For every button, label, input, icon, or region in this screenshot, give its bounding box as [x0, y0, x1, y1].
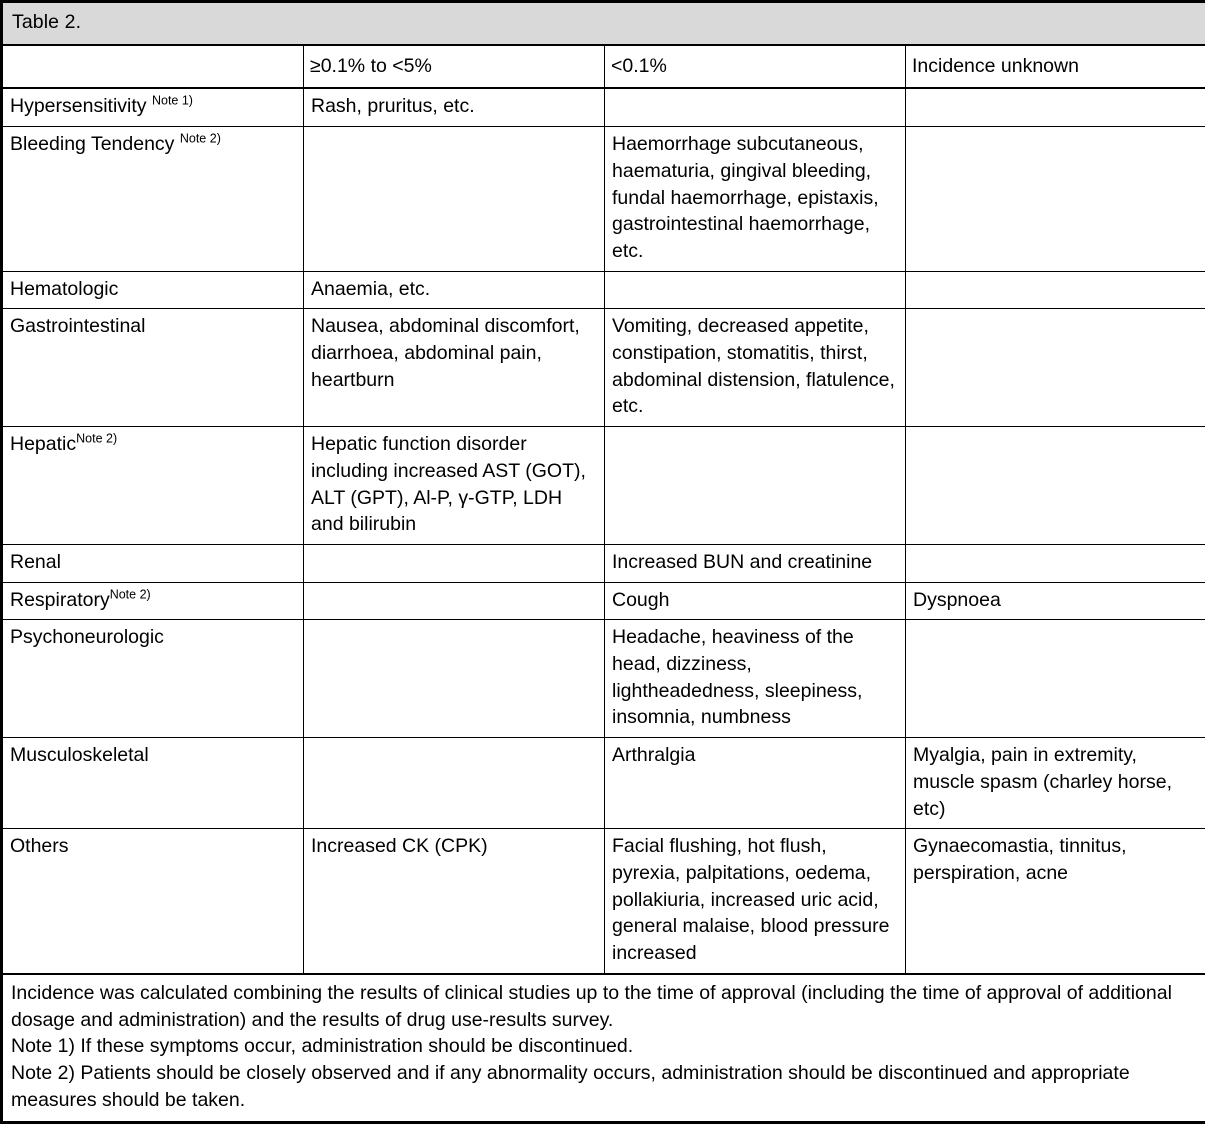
row-cell-2 [605, 88, 906, 126]
row-cell-2: Cough [605, 582, 906, 620]
table-title: Table 2. [2, 2, 1205, 45]
row-cell-3 [906, 271, 1205, 309]
row-cell-3 [906, 620, 1205, 738]
row-category-label: Renal [10, 550, 61, 573]
row-cell-3: Gynaecomastia, tinnitus, perspiration, acne [906, 829, 1205, 974]
row-cell-2: Vomiting, decreased appetite, constipation, stomatitis, thirst, abdominal distension, flatulence, etc. [605, 309, 906, 427]
row-category-cell [2, 620, 304, 738]
row-category-label: Hepatic [10, 433, 77, 456]
row-category-cell [2, 309, 304, 427]
row-category-cell [2, 582, 304, 620]
row-category-cell [2, 829, 304, 974]
row-cell-2: Haemorrhage subcutaneous, haematuria, gingival bleeding, fundal haemorrhage, epistaxis, gastrointestinal haemorrhage, etc. [605, 127, 906, 272]
row-cell-3 [906, 127, 1205, 272]
row-cell-1 [304, 582, 605, 620]
row-cell-2 [605, 271, 906, 309]
row-cell-1: Nausea, abdominal discomfort, diarrhoea, abdominal pain, heartburn [304, 309, 605, 427]
row-category-label: Psychoneurologic [10, 626, 164, 649]
footnote-marker: Note 1) [151, 93, 193, 108]
table-body [2, 2, 1205, 1123]
row-category-cell [2, 88, 304, 126]
table-header-row [2, 45, 1205, 89]
row-category-label: Gastrointestinal [10, 315, 146, 338]
row-cell-2: Headache, heaviness of the head, dizziness, lightheadedness, sleepiness, insomnia, numbness [605, 620, 906, 738]
row-cell-3: Myalgia, pain in extremity, muscle spasm (charley horse, etc) [906, 738, 1205, 829]
table-row [2, 88, 1205, 126]
row-cell-1 [304, 738, 605, 829]
column-header-freq-under-0-1: <0.1% [605, 45, 906, 89]
row-cell-2: Facial flushing, hot flush, pyrexia, palpitations, oedema, pollakiuria, increased uric acid, general malaise, blood pressure increased [605, 829, 906, 974]
table-row [2, 738, 1205, 829]
row-cell-3 [906, 88, 1205, 126]
row-category-label: Hematologic [10, 277, 119, 300]
row-category-cell [2, 738, 304, 829]
row-cell-3 [906, 309, 1205, 427]
row-category-cell [2, 427, 304, 545]
table-row [2, 309, 1205, 427]
column-header-incidence-unknown: Incidence unknown [906, 45, 1205, 89]
row-category-cell [2, 127, 304, 272]
table-row [2, 127, 1205, 272]
table-row [2, 271, 1205, 309]
row-category-cell [2, 544, 304, 582]
row-category-label: Hypersensitivity [10, 95, 147, 118]
row-cell-1: Anaemia, etc. [304, 271, 605, 309]
row-cell-3: Dyspnoea [906, 582, 1205, 620]
row-cell-1: Hepatic function disorder including increased AST (GOT), ALT (GPT), Al-P, γ-GTP, LDH and bilirubin [304, 427, 605, 545]
footnote-marker: Note 2) [109, 587, 151, 602]
row-cell-3 [906, 544, 1205, 582]
row-cell-1: Increased CK (CPK) [304, 829, 605, 974]
row-cell-3 [906, 427, 1205, 545]
row-cell-2: Increased BUN and creatinine [605, 544, 906, 582]
table-title-row [2, 2, 1205, 45]
table-footnotes-row [2, 974, 1205, 1123]
row-cell-1 [304, 127, 605, 272]
column-header-freq-0-1-to-5: ≥0.1% to <5% [304, 45, 605, 89]
row-cell-2 [605, 427, 906, 545]
table-row [2, 427, 1205, 545]
table-row [2, 544, 1205, 582]
row-category-cell [2, 271, 304, 309]
column-header-category [2, 45, 304, 89]
row-category-label: Others [10, 835, 69, 858]
row-cell-1 [304, 620, 605, 738]
row-cell-2: Arthralgia [605, 738, 906, 829]
footnote-marker: Note 2) [76, 431, 118, 446]
row-cell-1 [304, 544, 605, 582]
footnote-line: Note 2) Patients should be closely observed and if any abnormality occurs, administration should be discontinued and appropriate measures should be taken. [11, 1061, 1130, 1111]
footnote-line: Note 1) If these symptoms occur, administration should be discontinued. [11, 1035, 634, 1058]
footnote-line: Incidence was calculated combining the results of clinical studies up to the time of approval (including the time of approval of additional dosage and administration) and the results of drug use-results survey. [11, 981, 1172, 1031]
footnote-marker: Note 2) [179, 131, 221, 146]
row-category-label: Bleeding Tendency [10, 133, 175, 156]
table-row [2, 620, 1205, 738]
row-category-label: Respiratory [10, 588, 110, 611]
table-row [2, 582, 1205, 620]
table-footnotes [2, 974, 1205, 1123]
row-category-label: Musculoskeletal [10, 744, 149, 767]
row-cell-1: Rash, pruritus, etc. [304, 88, 605, 126]
table-row [2, 829, 1205, 974]
